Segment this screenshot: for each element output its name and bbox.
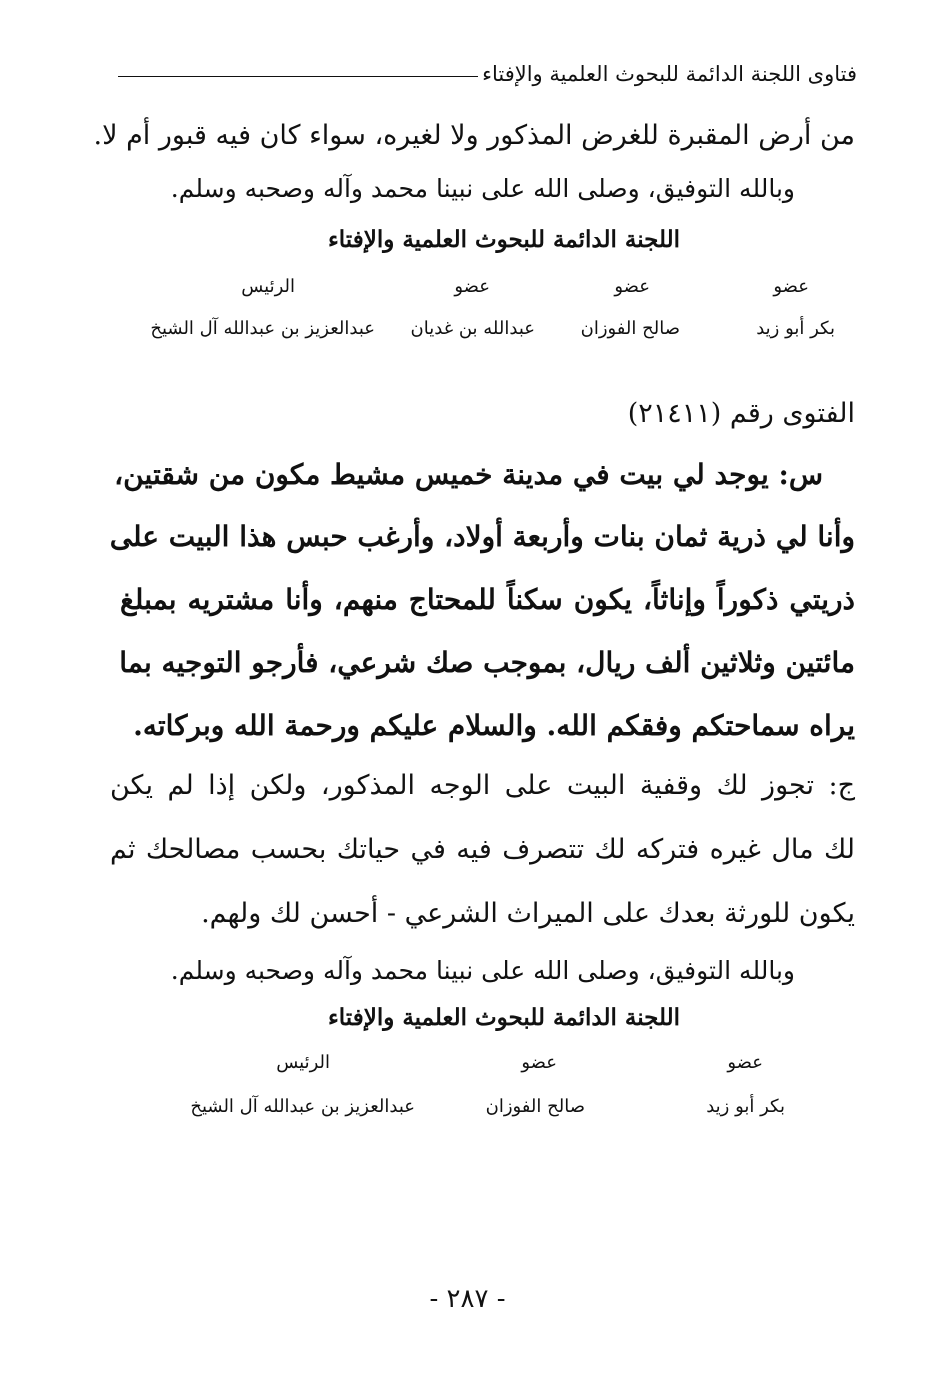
signatory-name: عبدالله بن غديان xyxy=(410,318,535,339)
signatory-role: عضو xyxy=(521,1052,557,1073)
signatory-name: بكر أبو زيد xyxy=(756,318,835,339)
closing-line-1: وبالله التوفيق، وصلى الله على نبينا محمد وآله وصحبه وسلم. xyxy=(170,174,795,203)
signatory-role: عضو xyxy=(614,276,650,297)
question-line: وأنا لي ذرية ثمان بنات وأربعة أولاد، وأرغب حبس هذا البيت على xyxy=(109,520,855,553)
signatory-name: صالح الفوزان xyxy=(485,1096,585,1117)
signatory-role: عضو xyxy=(773,276,809,297)
page-number: - ٢٨٧ - xyxy=(429,1284,506,1314)
running-header xyxy=(112,60,857,100)
signatory-name-president: عبدالعزيز بن عبدالله آل الشيخ xyxy=(190,1096,415,1117)
header-rule xyxy=(118,76,478,77)
answer-line: ج: تجوز لك وقفية البيت على الوجه المذكور، ولكن إذا لم يكن xyxy=(110,770,855,801)
question-line: يراه سماحتكم وفقكم الله. والسلام عليكم ورحمة الله وبركاته. xyxy=(133,709,855,742)
signatory-role: عضو xyxy=(454,276,490,297)
header-title: فتاوى اللجنة الدائمة للبحوث العلمية والإفتاء xyxy=(482,62,857,86)
signatory-name: بكر أبو زيد xyxy=(706,1096,785,1117)
answer-line: يكون للورثة بعدك على الميراث الشرعي - أحسن لك ولهم. xyxy=(201,898,855,929)
answer-line: لك مال غيره فتركه لك تتصرف فيه في حياتك بحسب مصالحك ثم xyxy=(110,834,855,865)
signatory-role: عضو xyxy=(727,1052,763,1073)
committee-title-2: اللجنة الدائمة للبحوث العلمية والإفتاء xyxy=(327,1004,680,1031)
closing-line-2: وبالله التوفيق، وصلى الله على نبينا محمد وآله وصحبه وسلم. xyxy=(170,956,795,985)
question-line: مائتين وثلاثين ألف ريال، بموجب صك شرعي، فأرجو التوجيه بما xyxy=(119,646,855,679)
signatory-name-president: عبدالعزيز بن عبدالله آل الشيخ xyxy=(150,318,375,339)
question-line: ذريتي ذكوراً وإناثاً، يكون سكناً للمحتاج منهم، وأنا مشتريه بمبلغ xyxy=(120,583,855,616)
signatory-role-president: الرئيس xyxy=(276,1052,330,1073)
question-line: س: يوجد لي بيت في مدينة خميس مشيط مكون من شقتين، xyxy=(114,458,823,491)
signatory-role-president: الرئيس xyxy=(241,276,295,297)
continuation-line: من أرض المقبرة للغرض المذكور ولا لغيره، سواء كان فيه قبور أم لا. xyxy=(93,120,855,151)
signatory-name: صالح الفوزان xyxy=(580,318,680,339)
committee-title-1: اللجنة الدائمة للبحوث العلمية والإفتاء xyxy=(327,226,680,253)
fatwa-number: الفتوى رقم (٢١٤١١) xyxy=(627,398,855,429)
